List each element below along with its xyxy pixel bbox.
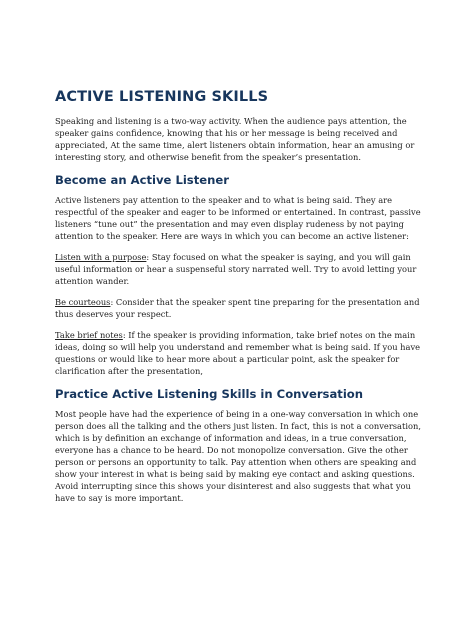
section-heading-active-listener: Become an Active Listener [55,173,229,187]
item-text: : If the speaker is providing information, take brief notes on the main ideas, doing so will help you understand and remember what is being said. If you have questions or would like to hear more about a particular point, ask the speaker for clarification after the presentation, [55,330,421,376]
list-item-take-brief-notes [55,329,421,377]
intro-paragraph: Speaking and listening is a two-way activity. When the audience pays attention, the speaker gains confidence, knowing that his or her message is being received and appreciated, At the same time, alert listeners obtain information, hear an amusing or interesting story, and otherwise benefit from the speaker’s presentation. [55,116,415,162]
section1-paragraph: Active listeners pay attention to the speaker and to what is being said. They are respectful of the speaker and eager to be informed or entertained. In contrast, passive listeners “tune out” the presentation and may even display rudeness by not paying attention to the speaker. Here are ways in which you can become an active listener: [55,195,421,241]
term-listen-with-purpose: Listen with a purpose [55,252,147,262]
term-take-brief-notes: Take brief notes [55,330,123,340]
list-item-be-courteous [55,296,421,320]
section2-paragraph: Most people have had the experience of being in a one-way conversation in which one person does all the talking and the others just listen. In fact, this is not a conversation, which is by definition an exchange of information and ideas, in a true conversation, everyone has a chance to be heard. Do not monopolize conversation. Give the other person or persons an opportunity to talk. Pay attention when others are speaking and show your interest in what is being said by making eye contact and asking questions. Avoid interrupting since this shows your disinterest and also suggests that what you have to say is more important. [55,409,421,503]
document-title: ACTIVE LISTENING SKILLS [55,89,269,105]
item-text: : Consider that the speaker spent tine preparing for the presentation and thus deserves your respect. [55,297,420,319]
item-text: : Stay focused on what the speaker is saying, and you will gain useful information or hear a suspenseful story narrated well. Try to avoid letting your attention wander. [55,252,417,286]
list-item-listen-with-purpose [55,251,421,287]
term-be-courteous: Be courteous [55,297,111,307]
document-page [55,88,421,513]
section-heading-practice-conversation: Practice Active Listening Skills in Conversation [55,387,364,401]
